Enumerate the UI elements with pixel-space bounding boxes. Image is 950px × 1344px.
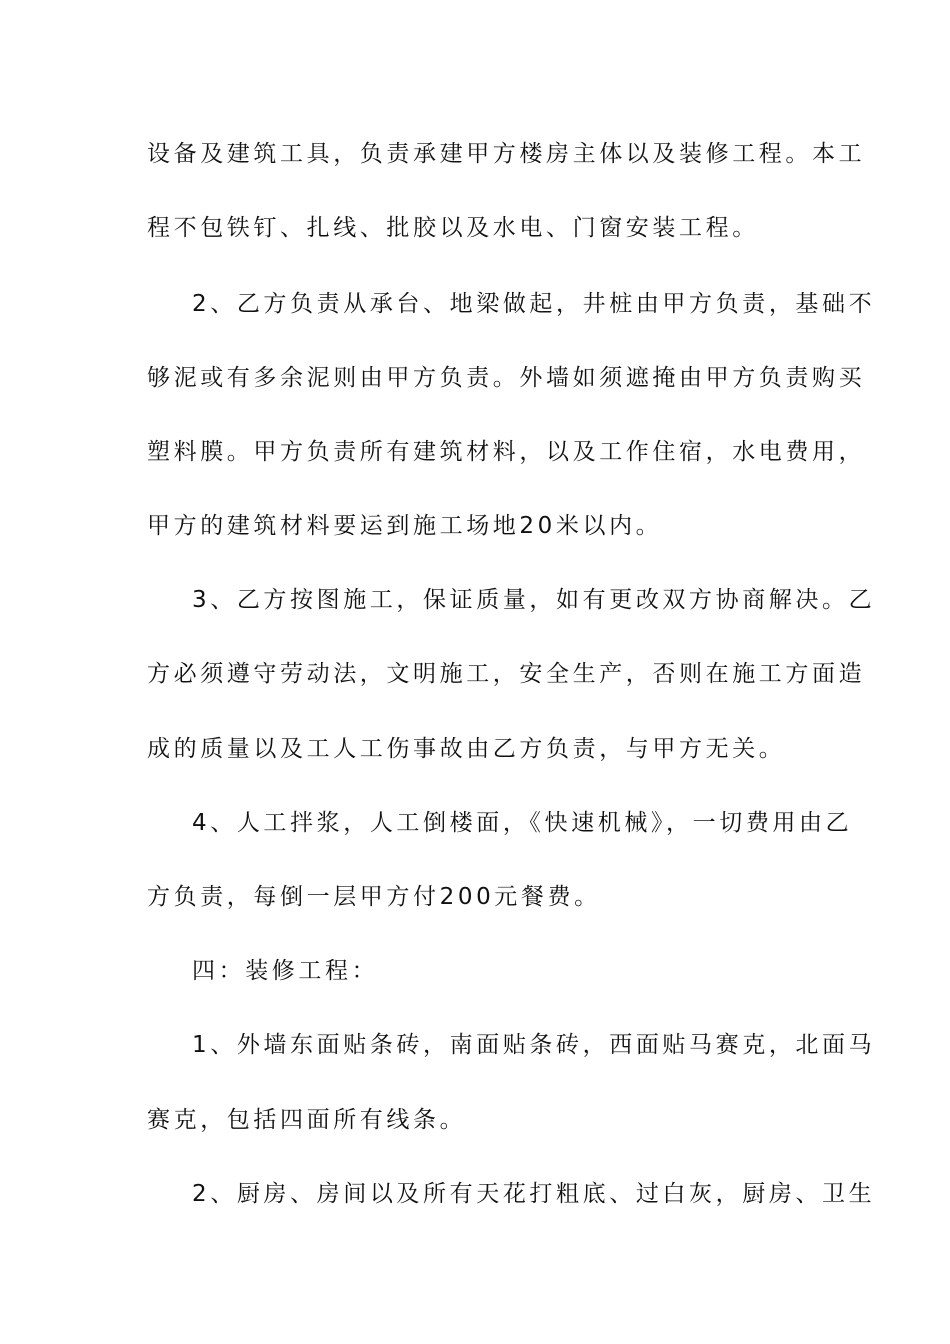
text-line: 方负责，每倒一层甲方付200元餐费。	[147, 884, 601, 910]
text-line: 甲方的建筑材料要运到施工场地20米以内。	[147, 513, 663, 539]
section-heading: 四：装修工程：	[192, 958, 379, 984]
text-line: 4、人工拌浆，人工倒楼面，《快速机械》，一切费用由乙	[192, 810, 853, 836]
text-line: 成的质量以及工人工伤事故由乙方负责，与甲方无关。	[147, 736, 786, 762]
text-line: 1、外墙东面贴条砖，南面贴条砖，西面贴马赛克，北面马	[192, 1032, 876, 1058]
text-line: 塑料膜。甲方负责所有建筑材料，以及工作住宿，水电费用，	[147, 439, 866, 465]
text-line: 设备及建筑工具，负责承建甲方楼房主体以及装修工程。本工	[147, 141, 866, 167]
text-line: 3、乙方按图施工，保证质量，如有更改双方协商解决。乙	[192, 587, 876, 613]
text-line: 够泥或有多余泥则由甲方负责。外墙如须遮掩由甲方负责购买	[147, 365, 866, 391]
text-line: 方必须遵守劳动法，文明施工，安全生产，否则在施工方面造	[147, 661, 866, 687]
text-line: 程不包铁钉、扎线、批胶以及水电、门窗安装工程。	[147, 215, 759, 241]
text-line: 2、厨房、房间以及所有天花打粗底、过白灰，厨房、卫生	[192, 1181, 876, 1207]
text-line: 赛克，包括四面所有线条。	[147, 1107, 467, 1133]
text-line: 2、乙方负责从承台、地梁做起，井桩由甲方负责，基础不	[192, 291, 876, 317]
